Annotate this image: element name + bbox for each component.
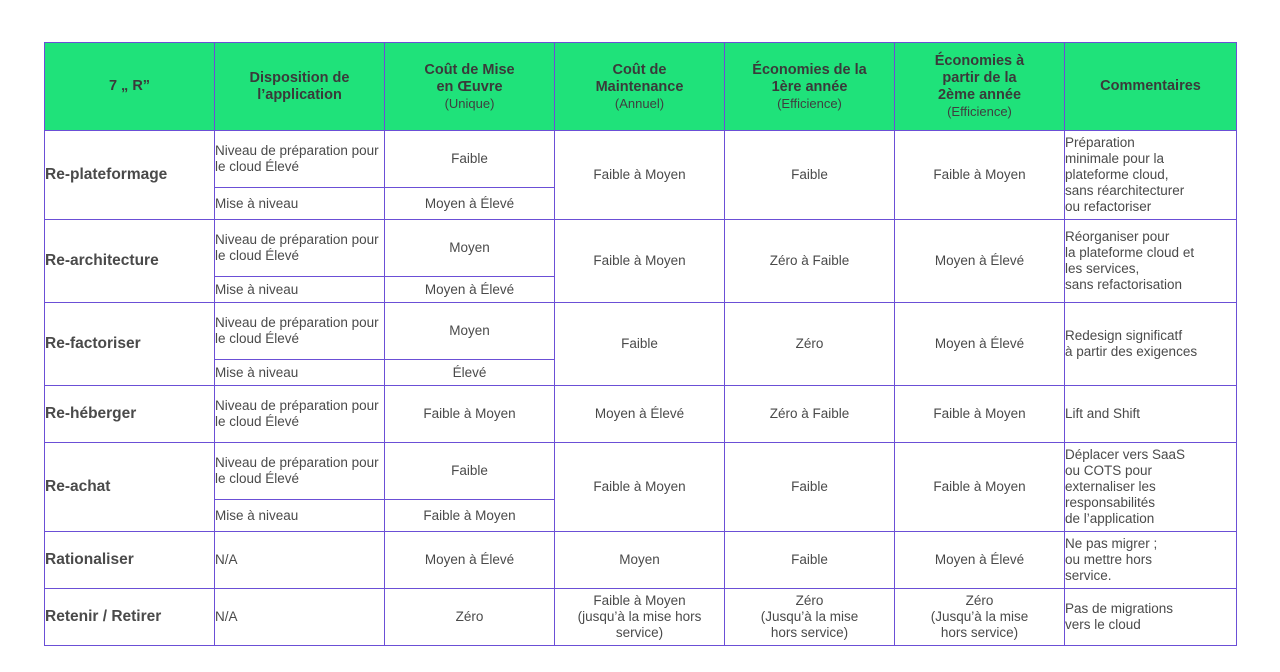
- header-row: [45, 43, 1237, 131]
- savings-y2-cell: Faible à Moyen: [895, 131, 1065, 220]
- strategy-name: Retenir / Retirer: [45, 589, 215, 646]
- impl-cost-cell: Faible à Moyen: [385, 386, 555, 443]
- header-impl-cost-sub: (Unique): [444, 95, 495, 111]
- migration-strategy-table: [44, 42, 1237, 646]
- maintenance-cell: Moyen à Élevé: [555, 386, 725, 443]
- disposition-cell: Mise à niveau: [215, 360, 385, 386]
- header-impl-cost: [385, 43, 555, 131]
- disposition-cell: Mise à niveau: [215, 500, 385, 532]
- savings-y1-cell: Zéro (Jusqu’à la mise hors service): [725, 589, 895, 646]
- header-7r: [45, 43, 215, 131]
- comments-cell: Ne pas migrer ; ou mettre hors service.: [1065, 532, 1237, 589]
- savings-y2-cell: Faible à Moyen: [895, 386, 1065, 443]
- maintenance-cell: Moyen: [555, 532, 725, 589]
- maintenance-cell: Faible à Moyen: [555, 131, 725, 220]
- strategy-name: Rationaliser: [45, 532, 215, 589]
- strategy-name: Re-architecture: [45, 220, 215, 303]
- disposition-cell: Niveau de préparation pour le cloud Élevé: [215, 131, 385, 188]
- disposition-cell: N/A: [215, 589, 385, 646]
- savings-y1-cell: Zéro: [725, 303, 895, 386]
- header-7r-label: 7 „ R”: [108, 78, 151, 94]
- savings-y2-cell: Moyen à Élevé: [895, 303, 1065, 386]
- strategy-name: Re-achat: [45, 443, 215, 532]
- table-row: [45, 220, 1237, 277]
- maintenance-cell: Faible: [555, 303, 725, 386]
- disposition-cell: Niveau de préparation pour le cloud Élevé: [215, 386, 385, 443]
- disposition-cell: N/A: [215, 532, 385, 589]
- savings-y2-cell: Faible à Moyen: [895, 443, 1065, 532]
- header-maintenance: [555, 43, 725, 131]
- impl-cost-cell: Faible: [385, 131, 555, 188]
- maintenance-cell: Faible à Moyen: [555, 443, 725, 532]
- comments-cell: Préparation minimale pour la plateforme cloud, sans réarchitecturer ou refactoriser: [1065, 131, 1237, 220]
- impl-cost-cell: Faible à Moyen: [385, 500, 555, 532]
- disposition-cell: Mise à niveau: [215, 188, 385, 220]
- header-disposition: [215, 43, 385, 131]
- impl-cost-cell: Moyen à Élevé: [385, 188, 555, 220]
- table-row: [45, 303, 1237, 360]
- header-maintenance-label: Coût de Maintenance: [595, 61, 684, 95]
- comments-cell: Redesign significatf à partir des exigences: [1065, 303, 1237, 386]
- disposition-cell: Niveau de préparation pour le cloud Élevé: [215, 303, 385, 360]
- header-impl-cost-label: Coût de Mise en Œuvre: [424, 61, 515, 95]
- impl-cost-cell: Moyen à Élevé: [385, 277, 555, 303]
- comments-cell: Pas de migrations vers le cloud: [1065, 589, 1237, 646]
- savings-y2-cell: Moyen à Élevé: [895, 220, 1065, 303]
- impl-cost-cell: Moyen: [385, 303, 555, 360]
- header-savings-y2-sub: (Efficience): [947, 104, 1012, 119]
- disposition-cell: Niveau de préparation pour le cloud Élevé: [215, 220, 385, 277]
- impl-cost-cell: Zéro: [385, 589, 555, 646]
- comments-cell: Lift and Shift: [1065, 386, 1237, 443]
- maintenance-cell: Faible à Moyen: [555, 220, 725, 303]
- header-maintenance-sub: (Annuel): [614, 95, 665, 111]
- strategy-name: Re-héberger: [45, 386, 215, 443]
- table-row: [45, 589, 1237, 646]
- header-savings-y1-label: Économies de la 1ère année: [752, 61, 867, 95]
- disposition-cell: Niveau de préparation pour le cloud Élevé: [215, 443, 385, 500]
- table-row: [45, 386, 1237, 443]
- disposition-cell: Mise à niveau: [215, 277, 385, 303]
- savings-y1-cell: Zéro à Faible: [725, 386, 895, 443]
- savings-y1-cell: Faible: [725, 443, 895, 532]
- savings-y1-cell: Faible: [725, 532, 895, 589]
- header-savings-y1-sub: (Efficience): [777, 95, 842, 111]
- table-row: [45, 131, 1237, 188]
- savings-y1-cell: Faible: [725, 131, 895, 220]
- comments-cell: Déplacer vers SaaS ou COTS pour externaliser les responsabilités de l’application: [1065, 443, 1237, 532]
- comments-cell: Réorganiser pour la plateforme cloud et les services, sans refactorisation: [1065, 220, 1237, 303]
- header-disposition-label: Disposition de l’application: [249, 69, 350, 103]
- impl-cost-cell: Faible: [385, 443, 555, 500]
- savings-y1-cell: Zéro à Faible: [725, 220, 895, 303]
- header-comments: [1065, 43, 1237, 131]
- impl-cost-cell: Moyen: [385, 220, 555, 277]
- savings-y2-cell: Zéro (Jusqu’à la mise hors service): [895, 589, 1065, 646]
- header-savings-y1: [725, 43, 895, 131]
- strategy-name: Re-plateformage: [45, 131, 215, 220]
- table-row: [45, 532, 1237, 589]
- table-row: [45, 443, 1237, 500]
- header-comments-label: Commentaires: [1100, 78, 1201, 94]
- maintenance-cell: Faible à Moyen (jusqu’à la mise hors service): [555, 589, 725, 646]
- impl-cost-cell: Moyen à Élevé: [385, 532, 555, 589]
- impl-cost-cell: Élevé: [385, 360, 555, 386]
- savings-y2-cell: Moyen à Élevé: [895, 532, 1065, 589]
- header-savings-y2-label: Économies à partir de la 2ème année: [934, 53, 1025, 103]
- header-savings-y2: [895, 43, 1065, 131]
- strategy-name: Re-factoriser: [45, 303, 215, 386]
